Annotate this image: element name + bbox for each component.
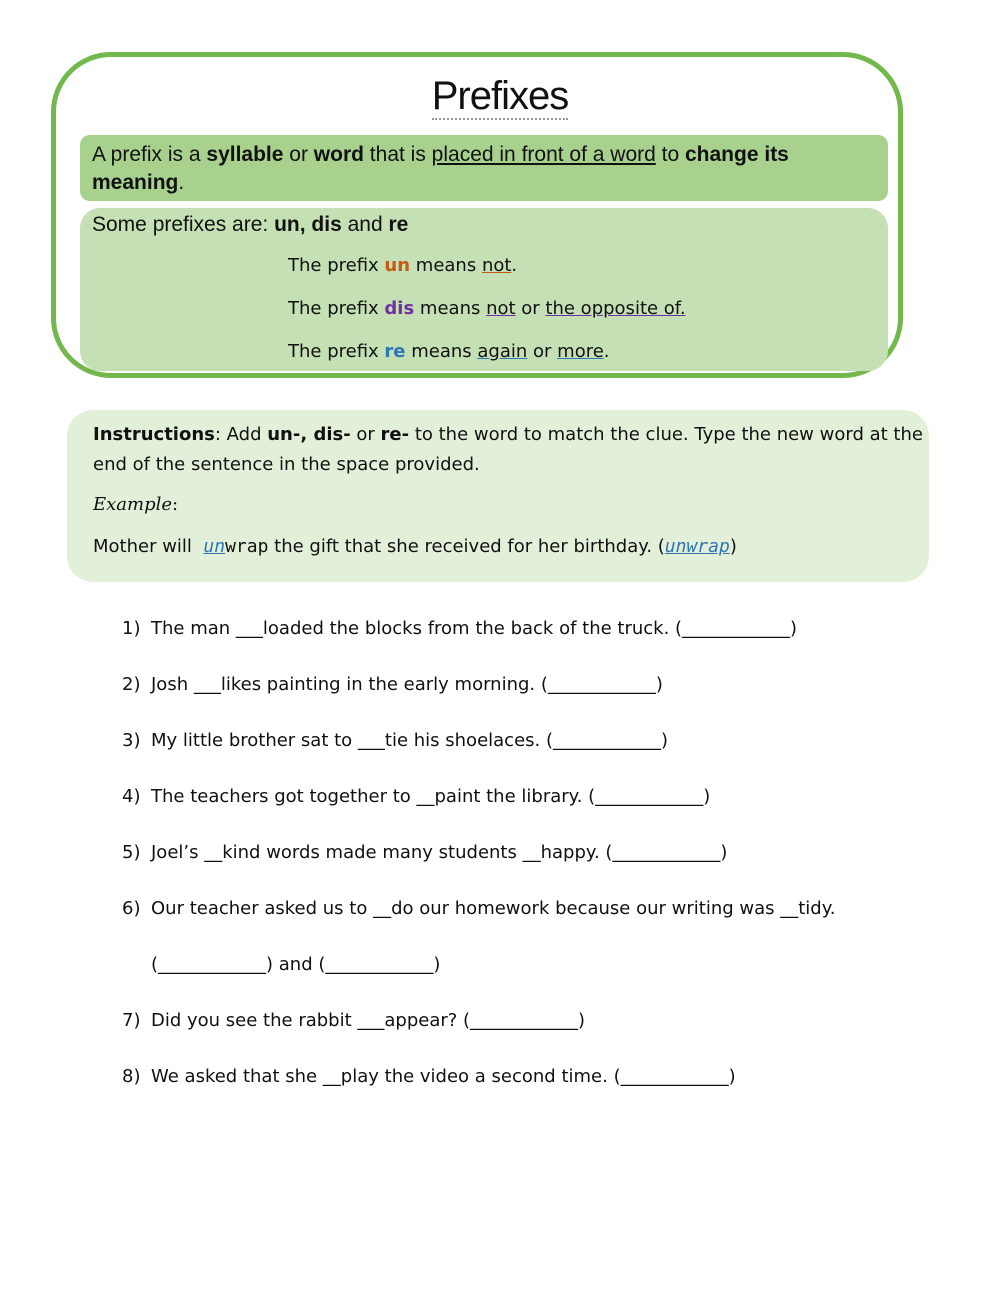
question-4[interactable]: 4) The teachers got together to __paint the library. (____________) — [122, 786, 711, 807]
rule-dis: The prefix dis means not or the opposite of. — [288, 298, 686, 319]
question-6[interactable]: 6) Our teacher asked us to __do our homework because our writing was __tidy. — [122, 898, 836, 919]
definition-box: A prefix is a syllable or word that is placed in front of a word to change its meaning. — [80, 135, 888, 201]
prefix-examples-box — [80, 208, 888, 371]
rule-un: The prefix un means not. — [288, 255, 518, 276]
question-list — [122, 614, 922, 1118]
rule-re: The prefix re means again or more. — [288, 341, 610, 362]
prefix-list-heading: Some prefixes are: un, dis and re — [92, 213, 409, 236]
example-answer: unwrap — [664, 536, 730, 557]
question-7[interactable]: 7) Did you see the rabbit ___appear? (____________) — [122, 1010, 586, 1031]
question-2[interactable]: 2) Josh ___likes painting in the early morning. (____________) — [122, 674, 663, 695]
question-1[interactable]: 1) The man ___loaded the blocks from the back of the truck. (____________) — [122, 618, 798, 639]
example-label: Example: — [93, 494, 179, 515]
instructions-box — [67, 410, 929, 582]
question-8[interactable]: 8) We asked that she __play the video a second time. (____________) — [122, 1066, 736, 1087]
example-sentence: Mother will unwrap the gift that she received for her birthday. (unwrap) — [93, 536, 737, 557]
page-title: Prefixes — [431, 74, 569, 118]
example-prefix: un — [203, 536, 226, 557]
question-5[interactable]: 5) Joel’s __kind words made many students __happy. (____________) — [122, 842, 728, 863]
instructions-text: Instructions: Add un-, dis- or re- to the word to match the clue. Type the new word at the end of the sentence in the space provided. — [93, 424, 923, 475]
question-3[interactable]: 3) My little brother sat to ___tie his shoelaces. (____________) — [122, 730, 669, 751]
question-6-answers[interactable]: (____________) and (____________) — [151, 954, 441, 975]
